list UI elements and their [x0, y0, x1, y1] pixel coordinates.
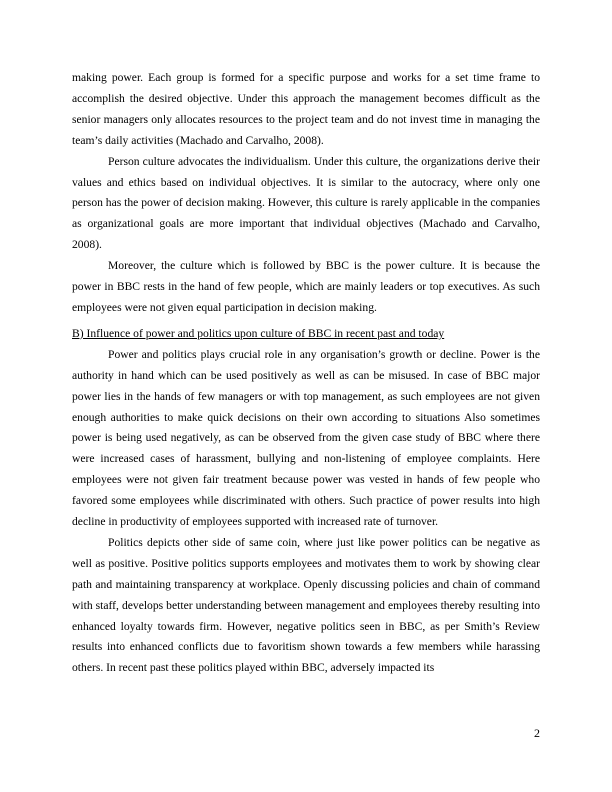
document-page — [72, 68, 540, 679]
paragraph-bbc-power-culture: Moreover, the culture which is followed by BBC is the power culture. It is because the power in BBC rests in the hand of few people, which are mainly leaders or top executives. As such employees were not given equal participation in decision making. — [72, 259, 540, 314]
paragraph-politics: Politics depicts other side of same coin, where just like power politics can be negative as well as positive. Positive politics supports employees and motivates them to work by showing clear path and maintaining transparency at workplace. Openly discussing policies and chain of command with staff, develops better understanding between management and employees thereby resulting into enhanced loyalty towards firm. However, negative politics seen in BBC, as per Smith’s Review results into enhanced conflicts due to favoritism shown towards a few members while harassing others. In recent past these politics played within BBC, adversely impacted its — [72, 535, 540, 675]
paragraph-person-culture: Person culture advocates the individualism. Under this culture, the organizations derive their values and ethics based on individual objectives. It is similar to the autocracy, where only one person has the power of decision making. However, this culture is rarely applicable in the companies as organizational goals are more important that individual objectives (Machado and Carvalho, 2008). — [72, 154, 540, 252]
paragraph-power: Power and politics plays crucial role in any organisation’s growth or decline. Power is the authority in hand which can be used positively as well as can be misused. In case of BBC major power lies in the hands of few managers or with top management, as such employees are not given enough authorities to make quick decisions on their own according to situations Also sometimes power is being used negatively, as can be observed from the given case study of BBC where there were increased cases of harassment, bullying and non-listening of employee complaints. Here employees were not given fair treatment because power was vested in hands of few people who favored some employees while discriminated with others. Such practice of power results into high decline in productivity of employees supported with increased rate of turnover. — [72, 347, 540, 529]
section-heading: B) Influence of power and politics upon culture of BBC in recent past and today — [72, 326, 445, 340]
paragraph-project-culture-end: making power. Each group is formed for a specific purpose and works for a set time frame to accomplish the desired objective. Under this approach the management becomes difficult as the senior managers only allocates resources to the project team and do not invest time in managing the team’s daily activities (Machado and Carvalho, 2008). — [72, 71, 540, 147]
page-number: 2 — [534, 726, 540, 740]
